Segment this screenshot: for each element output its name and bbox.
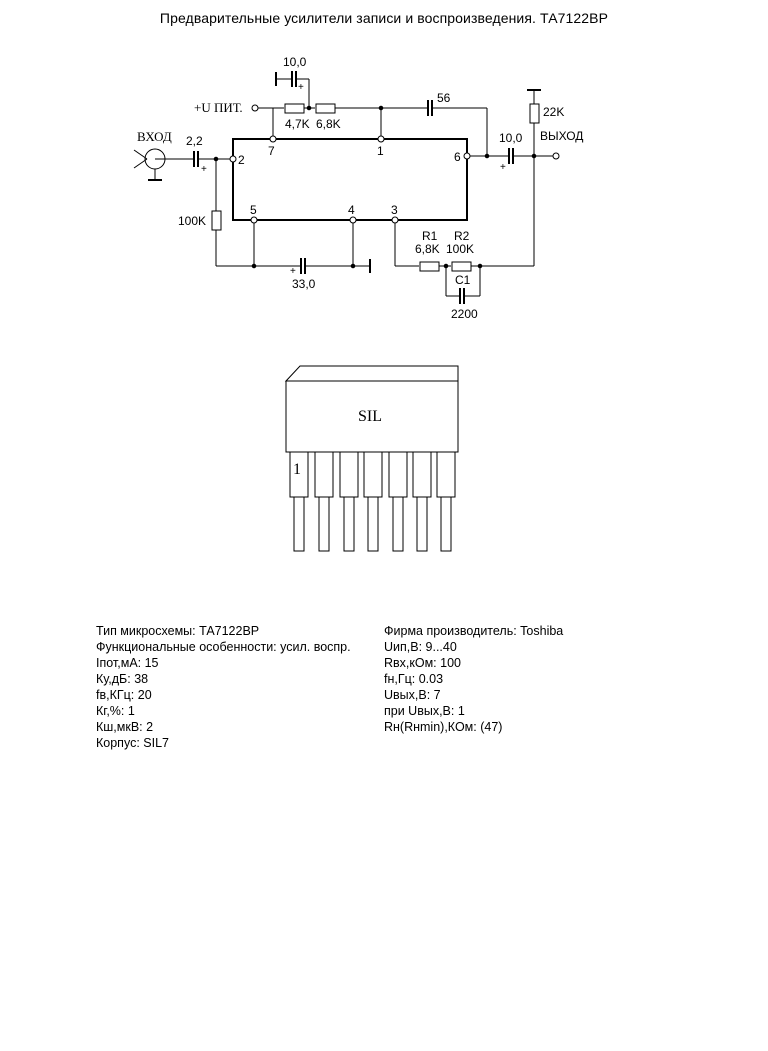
ic-pin-1 <box>378 136 384 142</box>
circuit-schematic <box>0 0 768 330</box>
package-pin <box>364 452 382 497</box>
package-pin <box>389 452 407 497</box>
spec-output-voltage: Uвых,В: 7 <box>384 688 441 702</box>
resistor-100k <box>212 211 221 230</box>
label-r-100k: 100K <box>178 214 207 228</box>
spec-function: Функциональные особенности: усил. воспр. <box>96 640 351 654</box>
pin-number-6: 6 <box>454 150 461 164</box>
pin-number-4: 4 <box>348 203 355 217</box>
resistor-r2 <box>452 262 471 271</box>
ic-pin-2 <box>230 156 236 162</box>
pin-number-2: 2 <box>238 153 245 167</box>
spec-gain: Ку,дБ: 38 <box>96 672 149 686</box>
label-r1-name: R1 <box>422 229 438 243</box>
label-r-68k: 6,8K <box>316 117 341 131</box>
ic-pin-7 <box>270 136 276 142</box>
package-pin <box>315 452 333 497</box>
label-c1-name: C1 <box>455 273 471 287</box>
pin-number-7: 7 <box>268 144 275 158</box>
ic-pin-3 <box>392 217 398 223</box>
pin-number-3: 3 <box>391 203 398 217</box>
plus-sign: + <box>500 162 506 173</box>
resistor-4-7k <box>285 104 304 113</box>
spec-ipot: Iпот,мА: 15 <box>96 656 159 670</box>
label-c1-value: 2200 <box>451 307 478 321</box>
specs-left <box>96 623 351 751</box>
label-c-33: 33,0 <box>292 277 316 291</box>
resistor-22k <box>530 104 539 123</box>
plus-sign: + <box>201 164 207 175</box>
spec-thd: Кг,%: 1 <box>96 704 135 718</box>
label-r2-value: 100K <box>446 242 475 256</box>
spec-flower: fн,Гц: 0.03 <box>384 672 444 686</box>
spec-package: Корпус: SIL7 <box>96 736 169 750</box>
spec-input-resistance: Rвх,кОм: 100 <box>384 656 461 670</box>
spec-noise: Кш,мкВ: 2 <box>96 720 154 734</box>
label-c-in: 2,2 <box>186 134 203 148</box>
ic-pin-5 <box>251 217 257 223</box>
package-pin <box>340 452 358 497</box>
ic-pin-6 <box>464 153 470 159</box>
junction <box>252 264 256 268</box>
plus-sign: + <box>298 82 304 93</box>
page-title: Предварительные усилители записи и воспроизведения. ТА7122ВР <box>159 10 609 26</box>
junction <box>307 106 311 110</box>
junction <box>379 106 383 110</box>
ic-pin-4 <box>350 217 356 223</box>
spec-at-output-voltage: при Uвых,В: 1 <box>384 704 465 718</box>
package-pins <box>290 452 455 551</box>
package-pin <box>437 452 455 497</box>
spec-load: Rн(Rнmin),КОм: (47) <box>384 720 503 734</box>
label-c-supply: 10,0 <box>283 55 307 69</box>
junction <box>351 264 355 268</box>
resistor-r1 <box>420 262 439 271</box>
label-c-out: 10,0 <box>499 131 523 145</box>
label-r1-value: 6,8K <box>415 242 440 256</box>
package-top <box>286 366 458 381</box>
pin-number-1: 1 <box>377 144 384 158</box>
specs-right <box>384 623 563 735</box>
package-pin <box>413 452 431 497</box>
input-label: ВХОД <box>137 129 172 144</box>
spec-supply-voltage: Uип,В: 9...40 <box>384 640 457 654</box>
plus-sign: + <box>290 266 296 277</box>
junction <box>485 154 489 158</box>
pin-number-5: 5 <box>250 203 257 217</box>
output-label: ВЫХОД <box>540 129 584 143</box>
label-r2-name: R2 <box>454 229 470 243</box>
supply-terminal <box>252 105 258 111</box>
spec-type: Тип микросхемы: ТА7122ВР <box>96 624 260 638</box>
resistor-6-8k <box>316 104 335 113</box>
spec-manufacturer: Фирма производитель: Toshiba <box>384 624 564 638</box>
output-terminal <box>553 153 559 159</box>
label-r-47k: 4,7K <box>285 117 310 131</box>
package-label: SIL <box>358 408 382 425</box>
label-c-56: 56 <box>437 91 451 105</box>
supply-label: +U ПИТ. <box>194 100 243 115</box>
sil-package-drawing <box>0 350 768 570</box>
spec-fupper: fв,КГц: 20 <box>96 688 152 702</box>
package-pin1-label: 1 <box>293 461 301 478</box>
label-r-22k: 22K <box>543 105 565 119</box>
